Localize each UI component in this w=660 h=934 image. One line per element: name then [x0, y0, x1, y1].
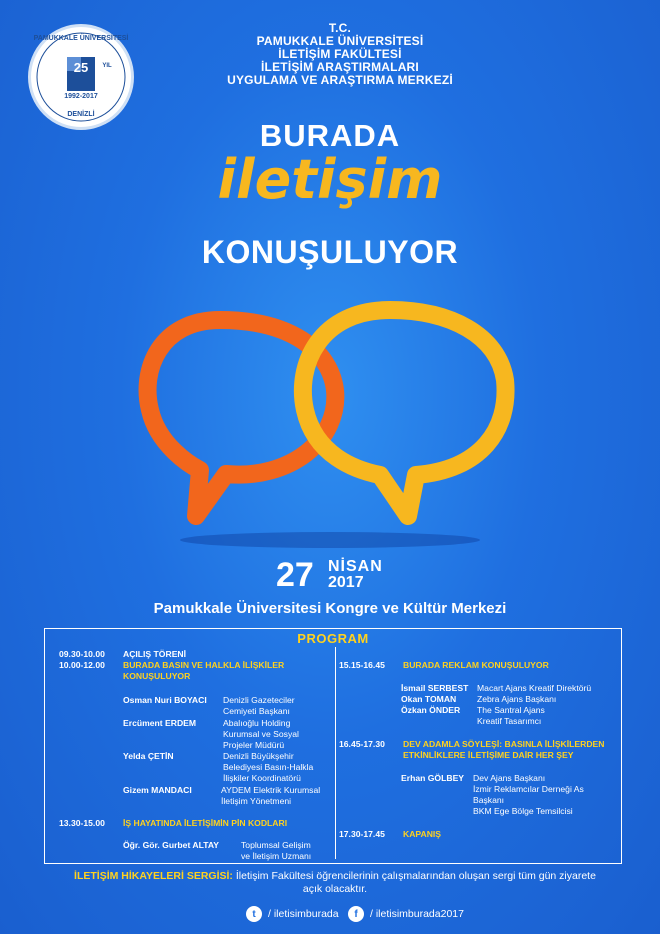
- speaker-role: BKM Ege Bölge Temsilcisi: [473, 806, 573, 816]
- speaker-name: Ercüment ERDEM: [123, 718, 197, 728]
- speaker-name: Okan TOMAN: [401, 694, 457, 704]
- speaker-role: Cemiyeti Başkanı: [223, 706, 290, 716]
- session-time: 09.30-10.00: [59, 649, 105, 659]
- speaker-name: Gizem MANDACI: [123, 785, 192, 795]
- facebook-handle: / iletisimburada2017: [370, 908, 464, 920]
- program-divider: [335, 647, 336, 859]
- university-logo: [28, 24, 134, 130]
- event-date: [276, 556, 416, 592]
- title-iletisim: iletişim: [217, 148, 443, 211]
- logo-university-name: PAMUKKALE ÜNİVERSİTESİ: [33, 35, 129, 42]
- speaker-role: Başkanı: [473, 795, 505, 805]
- speaker-role: Macart Ajans Kreatif Direktörü: [477, 683, 592, 693]
- program-box: [44, 628, 622, 864]
- program-title: PROGRAM: [297, 631, 369, 646]
- speaker-role: Dev Ajans Başkanı: [473, 773, 546, 783]
- date-month: NİSAN: [328, 558, 383, 575]
- speaker-role: Toplumsal Gelişim: [241, 840, 311, 850]
- date-year: 2017: [328, 574, 364, 591]
- header-line: T.C.: [328, 21, 352, 35]
- speaker-role: ve İletişim Uzmanı: [241, 851, 312, 861]
- twitter-handle: / iletisimburada: [268, 908, 339, 920]
- facebook-icon: f: [348, 906, 364, 922]
- speaker-role: Denizli Büyükşehir: [223, 751, 294, 761]
- speaker-role: Kreatif Tasarımcı: [477, 716, 542, 726]
- social-links: [0, 906, 660, 924]
- session-time: 13.30-15.00: [59, 818, 105, 828]
- speaker-role: The Santral Ajans: [477, 705, 545, 715]
- session-title: BURADA BASIN VE HALKLA İLİŞKİLER: [123, 660, 285, 670]
- speaker-role: Zebra Ajans Başkanı: [477, 694, 557, 704]
- header-line: PAMUKKALE ÜNİVERSİTESİ: [256, 34, 424, 48]
- speaker-role: Denizli Gazeteciler: [223, 695, 295, 705]
- logo-years: 1992-2017: [64, 93, 98, 100]
- logo-suffix: YIL: [102, 63, 112, 69]
- speaker-name: Erhan GÖLBEY: [401, 773, 465, 783]
- session-time: 16.45-17.30: [339, 739, 385, 749]
- speaker-name: Osman Nuri BOYACI: [123, 695, 207, 705]
- session-time: 15.15-16.45: [339, 660, 385, 670]
- exhibition-text-end: açık olacaktır.: [302, 883, 368, 895]
- header-line: İLETİŞİM FAKÜLTESİ: [278, 47, 402, 61]
- logo-city: DENİZLİ: [67, 111, 95, 118]
- session-title: BURADA REKLAM KONUŞULUYOR: [403, 660, 549, 670]
- session-title: AÇILIŞ TÖRENİ: [123, 649, 187, 659]
- twitter-link[interactable]: [246, 906, 339, 922]
- speaker-role: Abalıoğlu Holding: [223, 718, 291, 728]
- session-title: KONUŞULUYOR: [123, 671, 191, 681]
- speaker-role: Projeler Müdürü: [223, 740, 285, 750]
- speaker-role: İlişkiler Koordinatörü: [223, 773, 301, 783]
- session-time: 17.30-17.45: [339, 829, 385, 839]
- speaker-name: Yelda ÇETİN: [123, 751, 174, 761]
- header-line: İLETİŞİM ARAŞTIRMALARI: [261, 60, 419, 74]
- title-konusuluyor: KONUŞULUYOR: [201, 234, 459, 270]
- speech-bubbles-illustration: [100, 280, 560, 550]
- exhibition-text: İletişim Fakültesi öğrencilerinin çalışmalarından oluşan sergi tüm gün ziyarete: [232, 870, 596, 882]
- date-day: 27: [276, 556, 314, 594]
- speaker-role: Kurumsal ve Sosyal: [223, 729, 299, 739]
- session-title: DEV ADAMLA SÖYLEŞİ: BASINLA İLİŞKİLERDEN: [403, 739, 605, 749]
- logo-number: 25: [73, 60, 89, 75]
- session-title: KAPANIŞ: [403, 829, 442, 839]
- speaker-role: AYDEM Elektrik Kurumsal: [221, 785, 321, 795]
- speaker-role: Belediyesi Basın-Halkla: [223, 762, 314, 772]
- header-line: UYGULAMA VE ARAŞTIRMA MERKEZİ: [227, 73, 453, 87]
- speaker-role: İzmir Reklamcılar Derneği As: [473, 784, 584, 794]
- speaker-name: İsmail SERBEST: [401, 683, 469, 693]
- exhibition-label: İLETİŞİM HİKAYELERİ SERGİSİ:: [74, 870, 233, 882]
- speaker-role: İletişim Yönetmeni: [221, 796, 292, 806]
- session-time: 10.00-12.00: [59, 660, 105, 670]
- event-venue: Pamukkale Üniversitesi Kongre ve Kültür Merkezi: [153, 600, 507, 617]
- header-institution: [160, 22, 520, 87]
- exhibition-note: [50, 870, 620, 896]
- title-burada: BURADA: [259, 118, 401, 153]
- speaker-name: Öğr. Gör. Gurbet ALTAY: [123, 840, 219, 850]
- session-title: ETKİNLİKLERE İLETİŞİME DAİR HER ŞEY: [403, 750, 574, 760]
- facebook-link[interactable]: [348, 906, 464, 922]
- twitter-icon: t: [246, 906, 262, 922]
- speaker-name: Özkan ÖNDER: [401, 705, 461, 715]
- session-title: İŞ HAYATINDA İLETİŞİMİN PİN KODLARI: [123, 818, 288, 828]
